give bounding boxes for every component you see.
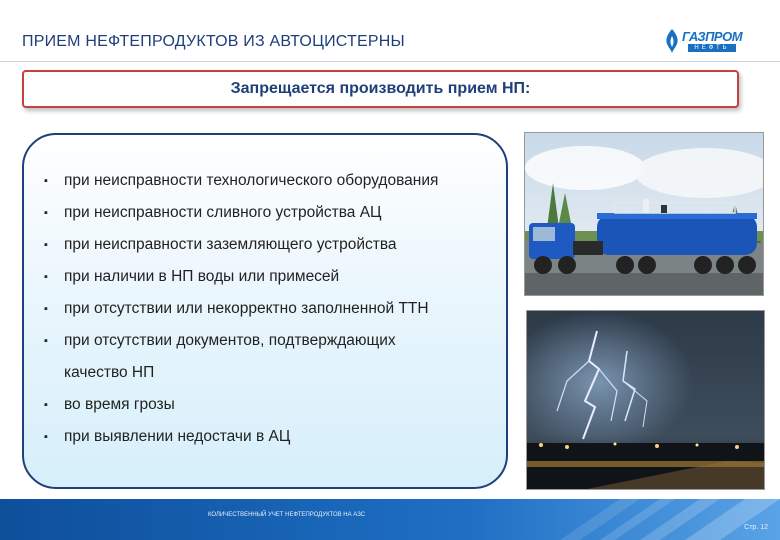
footer-caption: КОЛИЧЕСТВЕННЫЙ УЧЕТ НЕФТЕПРОДУКТОВ НА АЗС bbox=[208, 512, 366, 518]
title-divider bbox=[0, 61, 780, 62]
bullet-icon: ▪ bbox=[44, 303, 48, 315]
truck-photo bbox=[524, 132, 764, 296]
bullet-icon: ▪ bbox=[44, 207, 48, 219]
list-item: ▪ при отсутствии или некорректно заполненной ТТН bbox=[42, 293, 438, 325]
page-number: Стр. 12 bbox=[744, 524, 768, 531]
bullet-icon: ▪ bbox=[44, 431, 48, 443]
bullet-icon: ▪ bbox=[44, 399, 48, 411]
bullet-icon: ▪ bbox=[44, 335, 48, 347]
list-item: ▪ во время грозы bbox=[42, 389, 438, 421]
bullet-icon: ▪ bbox=[44, 239, 48, 251]
flame-icon bbox=[662, 28, 682, 54]
gazprom-neft-logo bbox=[662, 26, 743, 58]
footer-bar bbox=[0, 499, 780, 540]
bullet-icon: ▪ bbox=[44, 271, 48, 283]
rules-list bbox=[42, 165, 438, 453]
logo-word: ГАЗПРОМ bbox=[682, 29, 743, 44]
list-item: ▪ при неисправности заземляющего устройства bbox=[42, 229, 438, 261]
list-item: ▪ при выявлении недостачи в АЦ bbox=[42, 421, 438, 453]
bullet-icon: ▪ bbox=[44, 175, 48, 187]
logo-subtext: НЕФТЬ bbox=[688, 44, 736, 52]
list-item: ▪ при наличии в НП воды или примесей bbox=[42, 261, 438, 293]
warning-banner: Запрещается производить прием НП: bbox=[22, 70, 739, 108]
footer-stripes bbox=[480, 499, 780, 540]
list-item-continuation: качество НП bbox=[64, 364, 155, 381]
storm-photo bbox=[526, 310, 765, 490]
rules-panel bbox=[22, 133, 508, 489]
list-item: ▪ при неисправности сливного устройства АЦ bbox=[42, 197, 438, 229]
list-item: ▪ при отсутствии документов, подтверждающих качество НП bbox=[42, 325, 438, 389]
page-title: ПРИЕМ НЕФТЕПРОДУКТОВ ИЗ АВТОЦИСТЕРНЫ bbox=[22, 33, 405, 50]
list-item: ▪ при неисправности технологического оборудования bbox=[42, 165, 438, 197]
